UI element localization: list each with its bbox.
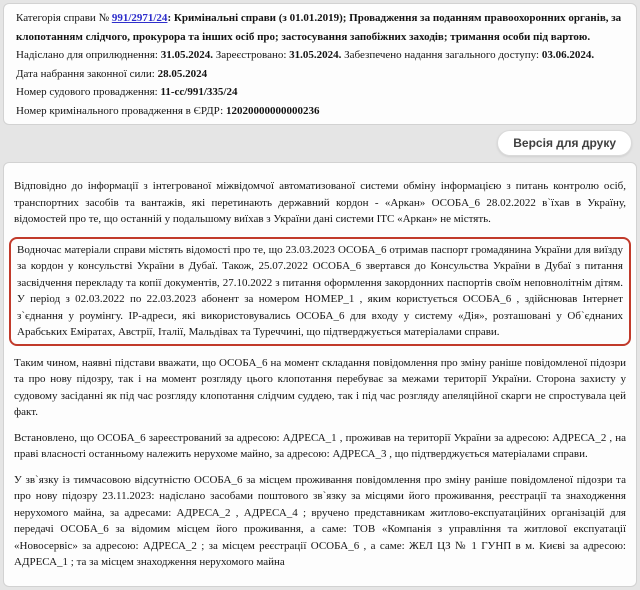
registered-label: Зареєстровано:: [212, 49, 290, 61]
metadata-line-court-proceeding: [16, 83, 624, 102]
category-label: Категорія справи №: [16, 12, 112, 24]
legal-force-date: 28.05.2024: [157, 67, 208, 80]
registered-date: 31.05.2024.: [289, 49, 342, 61]
metadata-line-category: [16, 9, 624, 46]
case-number-link[interactable]: 991/2971/24: [111, 12, 168, 24]
court-proceeding-label: Номер судового провадження:: [16, 86, 161, 98]
sent-label: Надіслано для оприлюднення:: [16, 49, 161, 61]
metadata-line-erdr: [16, 102, 624, 121]
highlighted-paragraph: Водночас матеріали справи містять відомості про те, що 23.03.2023 ОСОБА_6 отримав паспорт громадянина України для виїзду за кордон у консульстві України в Дубаї. Також, 25.07.2022 ОСОБА_6 звертався до Консульства України в Дубаї з питання засвідчення перекладу та копії документів, 27.10.2022 з питання оформлення закордонних паспортів своїм неповнолітнім дітям. У період з 02.03.2022 по 22.03.2023 абонент за номером НОМЕР_1 , яким користується ОСОБА_6 , здійснював Інтернет з`єднання у роумінгу. IP-адреси, які використовувались ОСОБА_6 для входу у систему «Дія», розташовані у Об`єднаних Арабських Еміратах, Австрії, Італії, Мальдівах та Туреччині, що підтверджується матеріалами справи.: [17, 243, 623, 338]
highlighted-evidence-box: [9, 237, 631, 346]
legal-force-label: Дата набрання законної сили:: [16, 67, 158, 80]
erdr-number: 12020000000000236: [226, 104, 320, 117]
category-separator: :: [167, 12, 174, 24]
category-value: Кримінальні справи (з 01.01.2019); Провадження за поданням правоохоронних органів, за клопотанням слідчого, прокурора та інших осіб про; застосування запобіжних заходів; тримання особи під вартою.: [16, 12, 622, 43]
paragraph-addresses: Встановлено, що ОСОБА_6 зареєстрований за адресою: АДРЕСА_1 , проживав на території України за адресою: АДРЕСА_2 , на праві власності останньому належить нерухоме майно, за адресою: АДРЕСА_3 , що підтверджується матеріалами справи.: [14, 431, 626, 460]
sent-date: 31.05.2024.: [160, 49, 213, 61]
access-date: 03.06.2024.: [541, 49, 595, 61]
metadata-line-legal-force: [16, 65, 624, 84]
court-proceeding-number: 11-сс/991/335/24: [160, 86, 238, 98]
paragraph-conclusion: Таким чином, наявні підстави вважати, що ОСОБА_6 на момент складання повідомлення про зміну раніше повідомленої підозри та про нову підозру, так і на момент розгляду цього клопотання перебуває за межами території України. Сторона захисту у судовому засіданні як під час розгляду клопотання слідчим суддею, так і під час розгляду апеляційної скарги не спростувала цей факт.: [14, 356, 626, 418]
metadata-line-dates: [16, 46, 624, 65]
case-metadata-panel: [3, 3, 637, 125]
document-text-panel: [3, 162, 637, 587]
paragraph-arkan-border-info: Відповідно до інформації з інтегрованої міжвідомчої автоматизованої системи обміну інформацією з питань контролю осіб, транспортних засобів та вантажів, які перетинають державний кордон - «Аркан» ОСОБА_6 28.02.2022 в`їхав в Україну, відомостей про те, що останній у подальшому виїхав з України дані системи ІТС «Аркан» не містять.: [14, 180, 626, 225]
toolbar: [3, 125, 637, 162]
access-label: Забезпечено надання загального доступу:: [341, 49, 542, 61]
paragraph-notification: У зв`язку із тимчасовою відсутністю ОСОБА_6 за місцем проживання повідомлення про зміну раніше повідомленої підозри та про нову підозру 23.11.2023: надіслано засобами поштового зв`язку за місцями його проживання, реєстрації та знаходження нерухомого майна, за адресами: АДРЕСА_2 , АДРЕСА_4 ; вручено представникам житлово-експуатаційних організацій для передачі ОСОБА_6 за відомим місцем його проживання, а саме: ТОВ «Компанія з управління та житлової експуатації «Новосервіс» за адресою: АДРЕСА_2 ; за місцем реєстрації ОСОБА_6 , а саме: ЖЕЛ ЦЗ № 1 ГУНП в м. Києві за адресою: АДРЕСА_1 ; та за місцем знаходження нерухомого майна: [14, 473, 626, 568]
erdr-label: Номер кримінального провадження в ЄРДР:: [16, 104, 226, 117]
print-version-button[interactable]: Версія для друку: [497, 130, 632, 156]
